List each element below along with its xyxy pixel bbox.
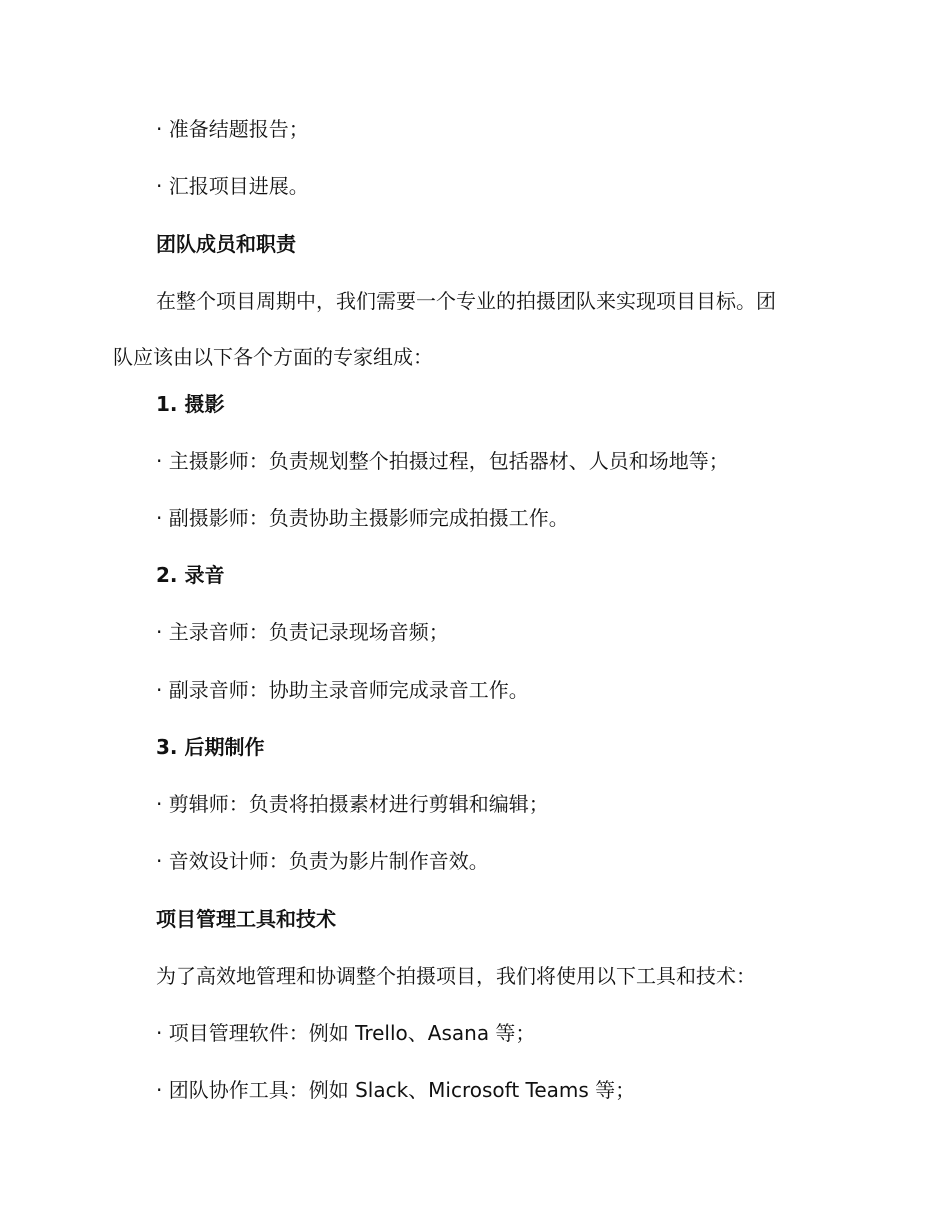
bullet-project-management-software: · 项目管理软件：例如 Trello、Asana 等； (156, 1021, 536, 1045)
bullet-main-photographer: · 主摄影师：负责规划整个拍摄过程，包括器材、人员和场地等； (156, 449, 729, 473)
team-intro-paragraph (113, 287, 833, 371)
subheading-post-production: 3. 后期制作 (156, 735, 265, 759)
subheading-photography: 1. 摄影 (156, 392, 225, 416)
bullet-main-sound-recordist: · 主录音师：负责记录现场音频； (156, 620, 449, 644)
team-intro-line-1: 在整个项目周期中，我们需要一个专业的拍摄团队来实现项目目标。团 (156, 289, 776, 313)
bullet-sound-designer: · 音效设计师：负责为影片制作音效。 (156, 849, 489, 873)
bullet-assistant-sound-recordist: · 副录音师：协助主录音师完成录音工作。 (156, 678, 529, 702)
bullet-team-collaboration-tools: · 团队协作工具：例如 Slack、Microsoft Teams 等； (156, 1078, 636, 1102)
section-heading-tools: 项目管理工具和技术 (156, 907, 336, 931)
tools-intro-paragraph: 为了高效地管理和协调整个拍摄项目，我们将使用以下工具和技术： (156, 964, 756, 988)
bullet-final-report: · 准备结题报告； (156, 117, 309, 141)
section-heading-team: 团队成员和职责 (156, 232, 296, 256)
bullet-editor: · 剪辑师：负责将拍摄素材进行剪辑和编辑； (156, 792, 549, 816)
subheading-recording: 2. 录音 (156, 563, 225, 587)
bullet-assistant-photographer: · 副摄影师：负责协助主摄影师完成拍摄工作。 (156, 506, 569, 530)
team-intro-line-2: 队应该由以下各个方面的专家组成： (113, 345, 433, 369)
bullet-report-progress: · 汇报项目进展。 (156, 174, 309, 198)
